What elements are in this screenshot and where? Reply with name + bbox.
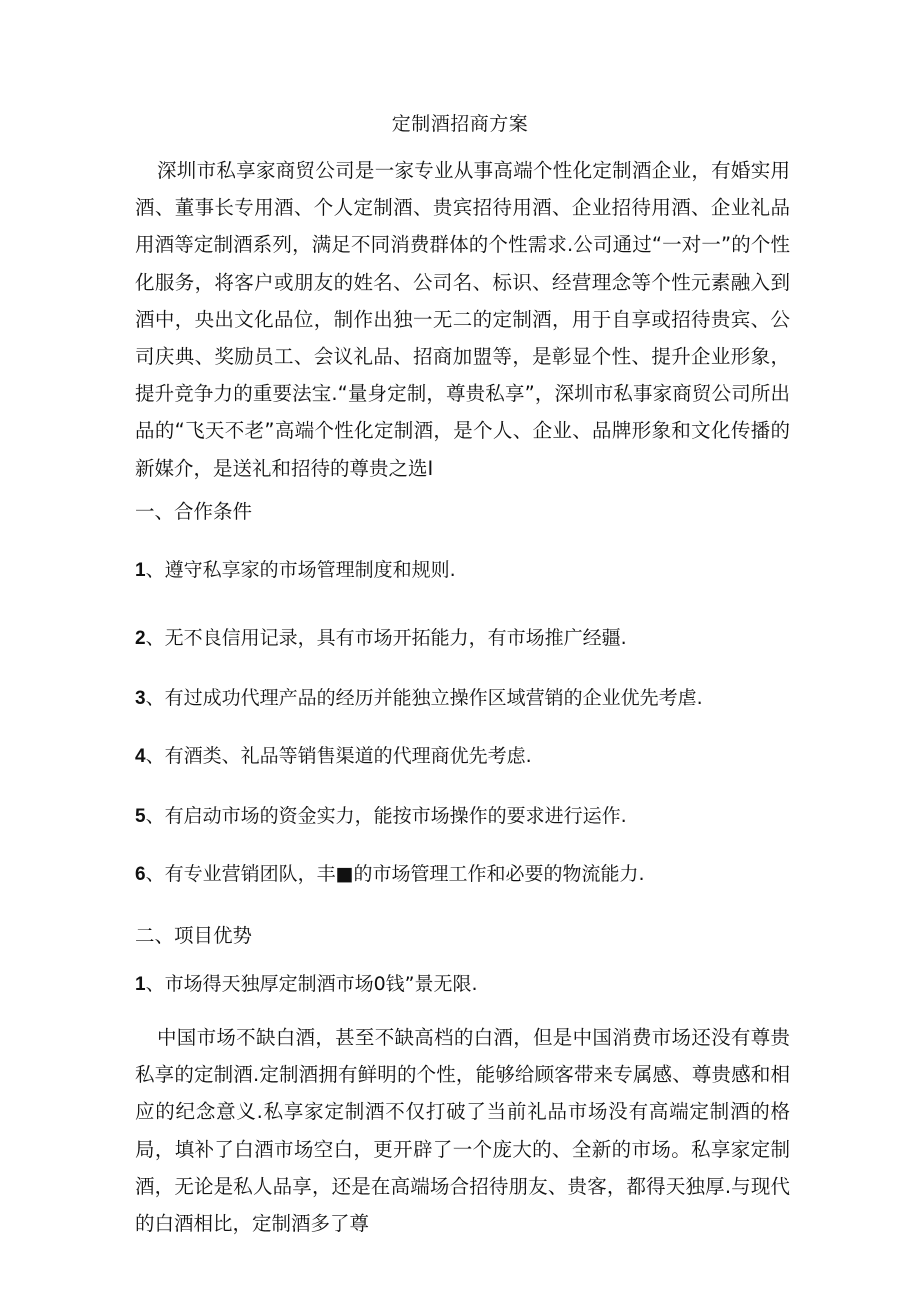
list-item-number: 2 <box>135 628 146 649</box>
list-item-number: 4 <box>135 746 146 767</box>
list-item-number: 6 <box>135 864 146 885</box>
list-item-text: 、遵守私享家的市场管理制度和规则. <box>145 559 456 581</box>
list-item <box>135 556 456 585</box>
list-item-text: 、无不良信用记录，具有市场开拓能力，有市场推广经疆. <box>145 627 627 649</box>
page-title: 定制酒招商方案 <box>391 113 529 135</box>
list-item-number: 5 <box>135 806 146 827</box>
list-item-text: 、有过成功代理产品的经历并能独立操作区域营销的企业优先考虐. <box>145 687 703 709</box>
list-item <box>135 860 645 889</box>
list-item <box>135 970 478 999</box>
list-item-text: 、市场得天独厚定制酒市场0钱”景无限. <box>145 973 478 995</box>
list-item <box>135 802 627 831</box>
section-heading-cooperation-conditions: 一、合作条件 <box>135 500 253 523</box>
list-item-number: 3 <box>135 688 146 709</box>
list-item-number: 1 <box>135 560 146 581</box>
list-item-text: 、有专业营销团队，丰■的市场管理工作和必要的物流能力. <box>145 863 645 885</box>
section-heading-project-advantages: 二、项目优势 <box>135 924 253 947</box>
intro-paragraph: 深圳市私享家商贸公司是一家专业从事高端个性化定制酒企业，有婚实用酒、董事长专用酒、个人定制酒、贵宾招待用酒、企业招待用酒、企业礼品用酒等定制酒系列，满足不同消费群体的个性需求.公司通过“一对一”的个性化服务，将客户或朋友的姓名、公司名、标识、经营理念等个性元素融入到酒中，央出文化品位，制作出独一无二的定制酒，用于自享或招待贵宾、公司庆典、奖励员工、会议礼品、招商加盟等，是彰显个性、提升企业形象，提升竞争力的重要法宝.“量身定制，尊贵私享”，深圳市私事家商贸公司所出品的“飞天不老”高端个性化定制酒，是个人、企业、品牌形象和文化传播的新媒介，是送礼和招待的尊贵之选I <box>135 159 790 480</box>
list-item-text: 、有启动市场的资金实力，能按市场操作的要求进行运作. <box>145 805 627 827</box>
list-item-number: 1 <box>135 974 146 995</box>
list-item <box>135 742 532 771</box>
list-item-text: 、有酒类、礼品等销售渠道的代理商优先考虑. <box>145 745 532 767</box>
advantages-paragraph: 中国市场不缺白酒，甚至不缺高档的白酒，但是中国消费市场还没有尊贵私享的定制酒.定制酒拥有鲜明的个性，能够给顾客带来专属感、尊贵感和相应的纪念意义.私享家定制酒不仅打破了当前礼品市场没有高端定制酒的格局，填补了白酒市场空白，更开辟了一个庞大的、全新的市场。私享家定制酒，无论是私人品享，还是在高端场合招待朋友、贵客，都得天独厚.与现代的白酒相比，定制酒多了尊 <box>135 1026 790 1236</box>
list-item <box>135 624 627 653</box>
list-item <box>135 684 703 713</box>
